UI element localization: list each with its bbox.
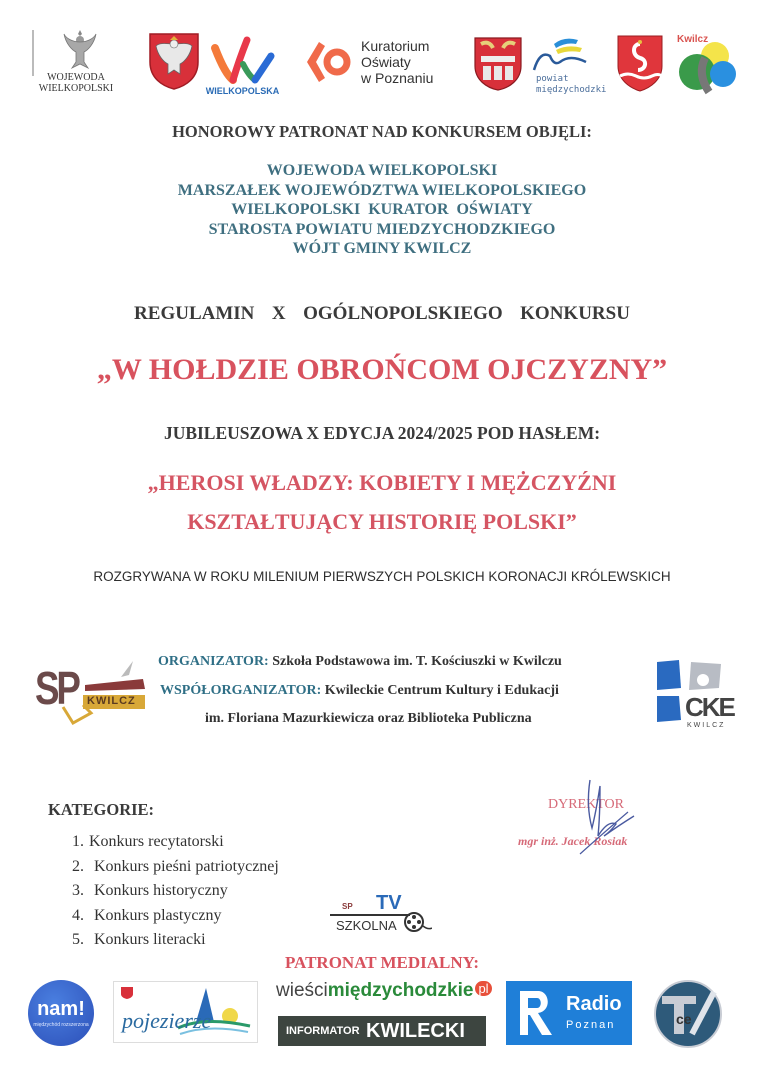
coorganizer-line-2: im. Floriana Mazurkiewicza oraz Biblioteka Publiczna: [205, 711, 532, 726]
wojewoda-line1: WOJEWODA: [47, 72, 105, 83]
pojezierze-media-logo: [113, 981, 258, 1043]
motto-line-1: „HEROSI WŁADZY: KOBIETY I MĘŻCZYŹNI: [147, 470, 617, 495]
powiat-line2: międzychodzki: [536, 85, 607, 95]
subtitle-millennium: ROZGRYWANA W ROKU MILENIUM PIERWSZYCH POLSKICH KORONACJI KRÓLEWSKICH: [93, 569, 671, 584]
patrons-list: [0, 161, 764, 259]
category-number: 2.: [72, 857, 84, 875]
radio-r-mark-icon: [518, 989, 554, 1037]
powiat-wave-mark-icon: [530, 36, 590, 72]
tv-kwilcz-media-logo-icon: [652, 978, 724, 1050]
organizer-value: Szkoła Podstawowa im. T. Kościuszki w Kwilczu: [272, 654, 562, 669]
media-patronage-heading: PATRONAT MEDIALNY:: [284, 953, 480, 972]
category-number: 4.: [72, 906, 84, 924]
categories-list: [72, 830, 279, 953]
kuratorium-line1: Kuratorium: [361, 38, 430, 54]
cke-kwilcz-logo: [655, 658, 734, 734]
nam-logo-sub: międzychód rozszerzona: [33, 1022, 89, 1028]
nam-media-logo: [28, 980, 94, 1046]
organizer-line: [158, 654, 562, 670]
signature-name: mgr inż. Jacek Rosiak: [518, 834, 628, 848]
powiat-miedzychodzki-logo: [530, 36, 605, 96]
tv-logo-szkolna: SZKOLNA: [336, 918, 397, 933]
radio-line1: Radio: [566, 993, 622, 1015]
wielkopolska-region-logo: [205, 34, 280, 96]
coorganizer-label: WSPÓŁORGANIZATOR:: [160, 683, 322, 698]
category-item: [72, 904, 279, 929]
kuratorium-mark-icon: [305, 40, 351, 84]
kuratorium-line2: Oświaty: [361, 54, 411, 70]
wielkopolska-label: WIELKOPOLSKA: [205, 86, 280, 96]
patron-item: STAROSTA POWIATU MIEDZYCHODZKIEGO: [208, 220, 556, 238]
category-label: Konkurs literacki: [94, 931, 206, 948]
patron-item: WOJEWODA WIELKOPOLSKI: [266, 162, 498, 179]
gmina-kwilcz-coat-of-arms-icon: [616, 34, 664, 92]
patronage-heading: HONOROWY PATRONAT NAD KONKURSEM OBJĘLI:: [172, 122, 592, 141]
category-number: 1.: [72, 833, 84, 850]
wiesci-miedzychodzkie-logo: [276, 980, 489, 1004]
patron-item: WIELKOPOLSKI KURATOR OŚWIATY: [231, 201, 533, 218]
wiesci-part2: międzychodzkie: [327, 980, 474, 1001]
divider-bar: [32, 30, 34, 76]
category-label: Konkurs historyczny: [94, 882, 228, 899]
category-item: [72, 830, 279, 855]
kuratorium-oswiaty-logo: [305, 36, 455, 88]
sp-logo-sub: KWILCZ: [87, 695, 136, 707]
wojewoda-line2: WIELKOPOLSKI: [38, 83, 114, 94]
pojezierze-logo-text: pojezierze: [122, 1008, 212, 1033]
patron-item: WÓJT GMINY KWILCZ: [292, 240, 472, 257]
powiat-line1: powiat: [536, 74, 569, 84]
competition-title: „W HOŁDZIE OBROŃCOM OJCZYZNY”: [96, 353, 668, 386]
tv-logo-tv: TV: [376, 892, 402, 914]
cke-logo-text: CKE: [685, 692, 734, 722]
coorganizer-value: Kwileckie Centrum Kultury i Edukacji: [324, 683, 559, 698]
tv-logo-line: [330, 914, 410, 916]
wielkopolska-coat-of-arms-icon: [148, 32, 200, 90]
wiesci-part1: wieści: [276, 980, 328, 1001]
nam-logo-text: nam!: [37, 998, 85, 1020]
category-item: [72, 855, 279, 880]
kuratorium-line3: w Poznaniu: [361, 70, 434, 86]
wiesci-part3: pl: [475, 981, 491, 996]
signature-title: DYREKTOR: [548, 797, 624, 812]
small-crest-icon: [120, 986, 134, 1000]
informator-kwilecki-logo: [278, 1016, 486, 1046]
radio-line2: Poznan: [566, 1019, 616, 1031]
category-label: Konkurs recytatorski: [89, 833, 224, 850]
coorganizer-line: [160, 683, 559, 699]
categories-heading: KATEGORIE:: [48, 800, 155, 819]
category-label: Konkurs plastyczny: [94, 906, 222, 924]
informator-part2: KWILECKI: [366, 1020, 465, 1042]
organizer-label: ORGANIZATOR:: [158, 654, 269, 669]
radio-poznan-logo: [506, 981, 632, 1045]
motto-line-2: KSZTAŁTUJĄCY HISTORIĘ POLSKI”: [187, 509, 577, 534]
wojewoda-wielkopolski-logo: [30, 28, 122, 96]
szkolna-tv-logo: [330, 892, 440, 936]
kwilcz-municipality-logo: [675, 34, 737, 96]
handwritten-signature-icon: [570, 776, 640, 856]
svg-text:ce: ce: [676, 1011, 692, 1027]
category-item: [72, 879, 279, 904]
sp-kwilcz-school-logo: [33, 655, 153, 727]
cke-logo-sub: KWILCZ: [687, 722, 726, 729]
informator-part1: INFORMATOR: [286, 1025, 360, 1037]
patron-item: MARSZAŁEK WOJEWÓDZTWA WIELKOPOLSKIEGO: [177, 181, 587, 199]
wielkopolska-w-mark-icon: [205, 34, 280, 86]
tv-logo-sp: SP: [342, 902, 353, 911]
regulamin-heading: REGULAMIN X OGÓLNOPOLSKIEGO KONKURSU: [134, 303, 630, 324]
kwilcz-label: Kwilcz: [677, 34, 709, 45]
category-number: 5.: [72, 931, 84, 948]
powiat-coat-of-arms-icon: [473, 36, 523, 91]
category-item: [72, 928, 279, 953]
edition-line: JUBILEUSZOWA X EDYCJA 2024/2025 POD HASŁEM:: [163, 423, 601, 443]
sp-logo-text: SP: [35, 662, 78, 714]
category-number: 3.: [72, 882, 84, 899]
category-label: Konkurs pieśni patriotycznej: [94, 857, 279, 875]
white-eagle-emblem-icon: [62, 28, 98, 72]
film-reel-icon: [404, 910, 432, 934]
